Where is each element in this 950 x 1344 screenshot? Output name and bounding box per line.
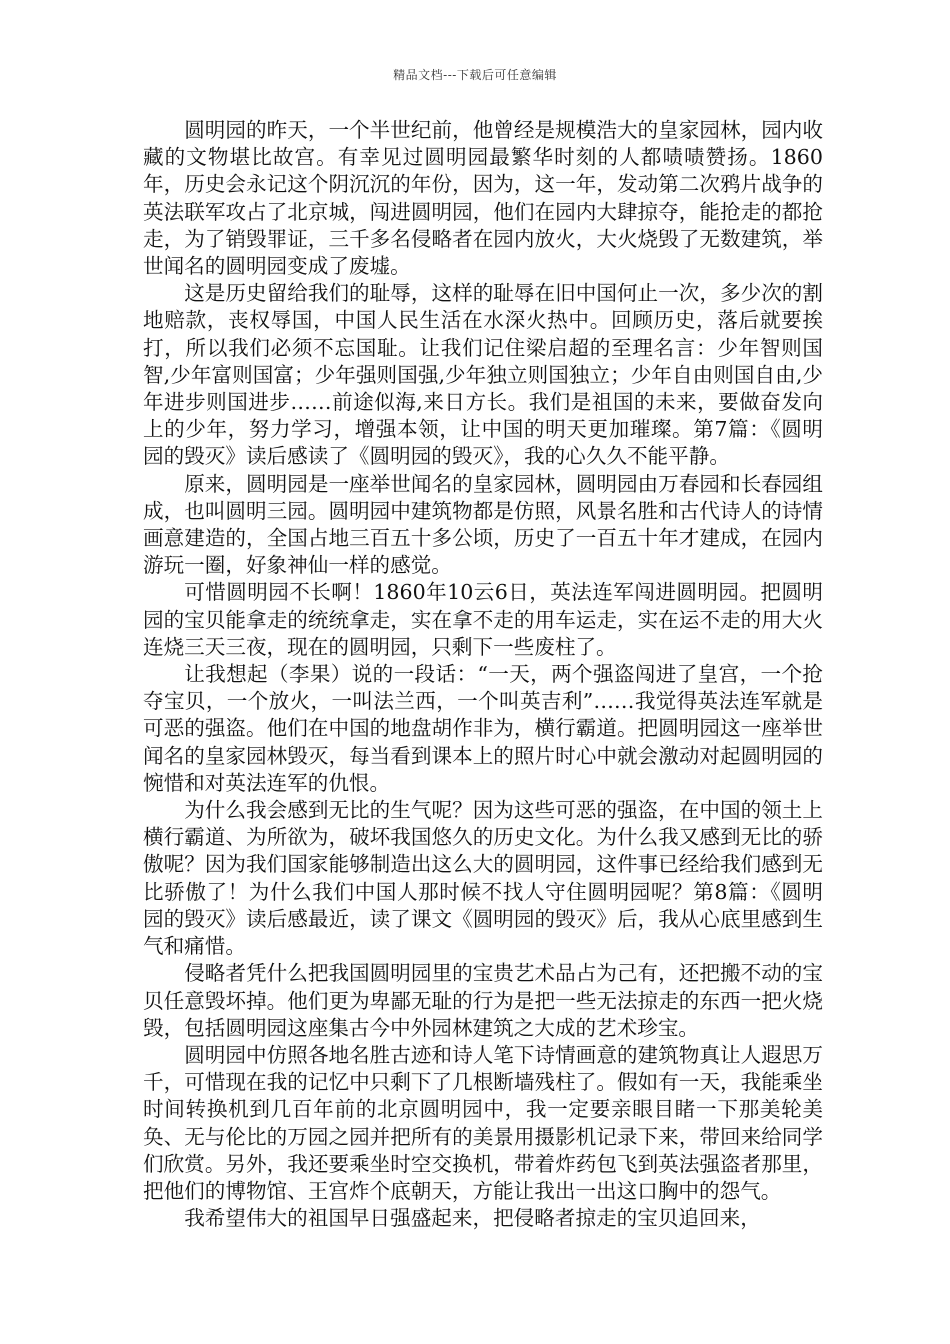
paragraph: 让我想起（李果）说的一段话：“一天，两个强盗闯进了皇宫，一个抢夺宝贝，一个放火，一叫法兰西，一个叫英吉利”……我觉得英法连军就是可恶的强盗。他们在中国的地盘胡作非为，横行霸道。把圆明园这一座举世闻名的皇家园林毁灭，每当看到课本上的照片时心中就会激动对起圆明园的惋惜和对英法连军的仇恨。 <box>143 662 823 795</box>
paragraph: 我希望伟大的祖国早日强盛起来，把侵略者掠走的宝贝追回来， <box>184 1206 761 1231</box>
paragraph: 侵略者凭什么把我国圆明园里的宝贵艺术品占为己有，还把搬不动的宝贝任意毁坏掉。他们更为卑鄙无耻的行为是把一些无法掠走的东西一把火烧毁，包括圆明园这座集古今中外园林建筑之大成的艺术珍宝。 <box>143 961 823 1040</box>
paragraph: 为什么我会感到无比的生气呢？因为这些可恶的强盗，在中国的领土上横行霸道、为所欲为，破坏我国悠久的历史文化。为什么我又感到无比的骄傲呢？因为我们国家能够制造出这么大的圆明园，这件事已经给我们感到无比骄傲了！为什么我们中国人那时候不找人守住圆明园呢？第8篇：《圆明园的毁灭》读后感最近，读了课文《圆明园的毁灭》后，我从心底里感到生气和痛惜。 <box>143 798 823 959</box>
page-header: 精品文档---下载后可任意编辑 <box>393 68 557 82</box>
paragraph: 圆明园中仿照各地名胜古迹和诗人笔下诗情画意的建筑物真让人遐思万千，可惜现在我的记忆中只剩下了几根断墙残柱了。假如有一天，我能乘坐时间转换机到几百年前的北京圆明园中，我一定要亲眼目睹一下那美轮美奂、无与伦比的万园之园并把所有的美景用摄影机记录下来，带回来给同学们欣赏。另外，我还要乘坐时空交换机，带着炸药包飞到英法强盗者那里，把他们的博物馆、王宫炸个底朝天，方能让我出一出这口胸中的怨气。 <box>143 1042 823 1203</box>
article-body <box>143 117 823 1232</box>
paragraph: 圆明园的昨天，一个半世纪前，他曾经是规模浩大的皇家园林，园内收藏的文物堪比故宫。有幸见过圆明园最繁华时刻的人都啧啧赞扬。1860年，历史会永记这个阴沉沉的年份，因为，这一年，发动第二次鸦片战争的英法联军攻占了北京城，闯进圆明园，他们在园内大肆掠夺，能抢走的都抢走，为了销毁罪证，三千多名侵略者在园内放火，大火烧毁了无数建筑，举世闻名的圆明园变成了废墟。 <box>143 118 823 279</box>
paragraph: 这是历史留给我们的耻辱，这样的耻辱在旧中国何止一次，多少次的割地赔款，丧权辱国，中国人民生活在水深火热中。回顾历史，落后就要挨打，所以我们必须不忘国耻。让我们记住梁启超的至理名言：少年智则国智,少年富则国富；少年强则国强,少年独立则国独立；少年自由则国自由,少年进步则国进步……前途似海,来日方长。我们是祖国的未来，要做奋发向上的少年，努力学习，增强本领，让中国的明天更加璀璨。第7篇：《圆明园的毁灭》读后感读了《圆明园的毁灭》，我的心久久不能平静。 <box>143 281 823 469</box>
paragraph: 原来，圆明园是一座举世闻名的皇家园林，圆明园由万春园和长春园组成，也叫圆明三园。圆明园中建筑物都是仿照，风景名胜和古代诗人的诗情画意建造的，全国占地三百五十多公顷，历史了一百五十年才建成，在园内游玩一圈，好象神仙一样的感觉。 <box>143 471 823 578</box>
paragraph: 可惜圆明园不长啊！1860年10云6日，英法连军闯进圆明园。把圆明园的宝贝能拿走的统统拿走，实在拿不走的用车运走，实在运不走的用大火连烧三天三夜，现在的圆明园，只剩下一些废柱了。 <box>143 580 823 659</box>
